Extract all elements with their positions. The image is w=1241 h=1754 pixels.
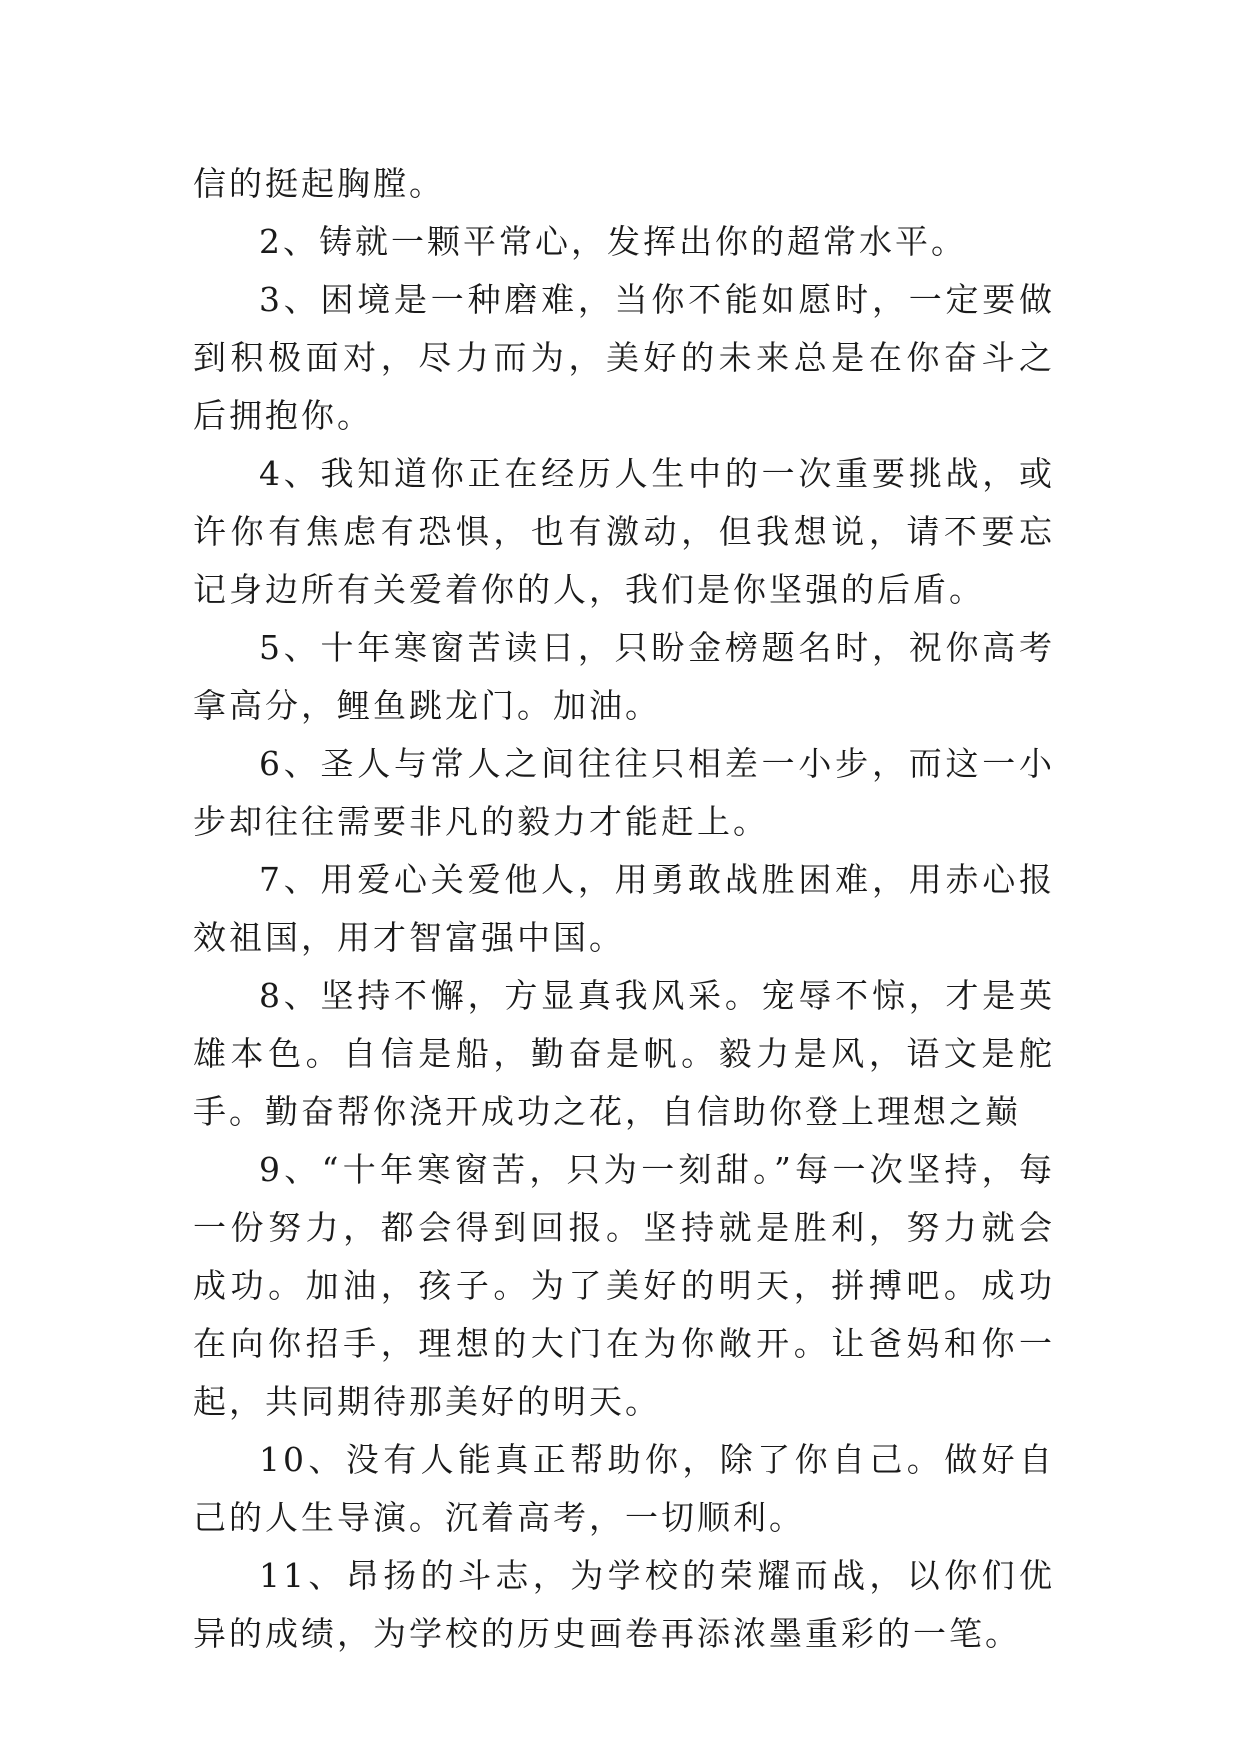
paragraph-4: 4、我知道你正在经历人生中的一次重要挑战，或许你有焦虑有恐惧，也有激动，但我想说，请不要忘记身边所有关爱着你的人，我们是你坚强的后盾。	[193, 454, 1055, 609]
document-body	[193, 155, 1055, 1663]
paragraph-7: 7、用爱心关爱他人，用勇敢战胜困难，用赤心报效祖国，用才智富强中国。	[193, 860, 1055, 957]
paragraph-continued: 信的挺起胸膛。	[193, 164, 445, 203]
paragraph-10: 10、没有人能真正帮助你，除了你自己。做好自己的人生导演。沉着高考，一切顺利。	[193, 1440, 1055, 1537]
paragraph-9: 9、“十年寒窗苦，只为一刻甜。”每一次坚持，每一份努力，都会得到回报。坚持就是胜利，努力就会成功。加油，孩子。为了美好的明天，拼搏吧。成功在向你招手，理想的大门在为你敞开。让爸妈和你一起，共同期待那美好的明天。	[193, 1150, 1055, 1421]
paragraph-5: 5、十年寒窗苦读日，只盼金榜题名时，祝你高考拿高分，鲤鱼跳龙门。加油。	[193, 628, 1055, 725]
paragraph-2: 2、铸就一颗平常心，发挥出你的超常水平。	[259, 222, 967, 261]
paragraph-6: 6、圣人与常人之间往往只相差一小步，而这一小步却往往需要非凡的毅力才能赶上。	[193, 744, 1055, 841]
paragraph-3: 3、困境是一种磨难，当你不能如愿时，一定要做到积极面对，尽力而为，美好的未来总是在你奋斗之后拥抱你。	[193, 280, 1055, 435]
paragraph-11: 11、昂扬的斗志，为学校的荣耀而战，以你们优异的成绩，为学校的历史画卷再添浓墨重彩的一笔。	[193, 1556, 1055, 1653]
paragraph-8: 8、坚持不懈，方显真我风采。宠辱不惊，才是英雄本色。自信是船，勤奋是帆。毅力是风，语文是舵手。勤奋帮你浇开成功之花，自信助你登上理想之巅	[193, 976, 1055, 1131]
